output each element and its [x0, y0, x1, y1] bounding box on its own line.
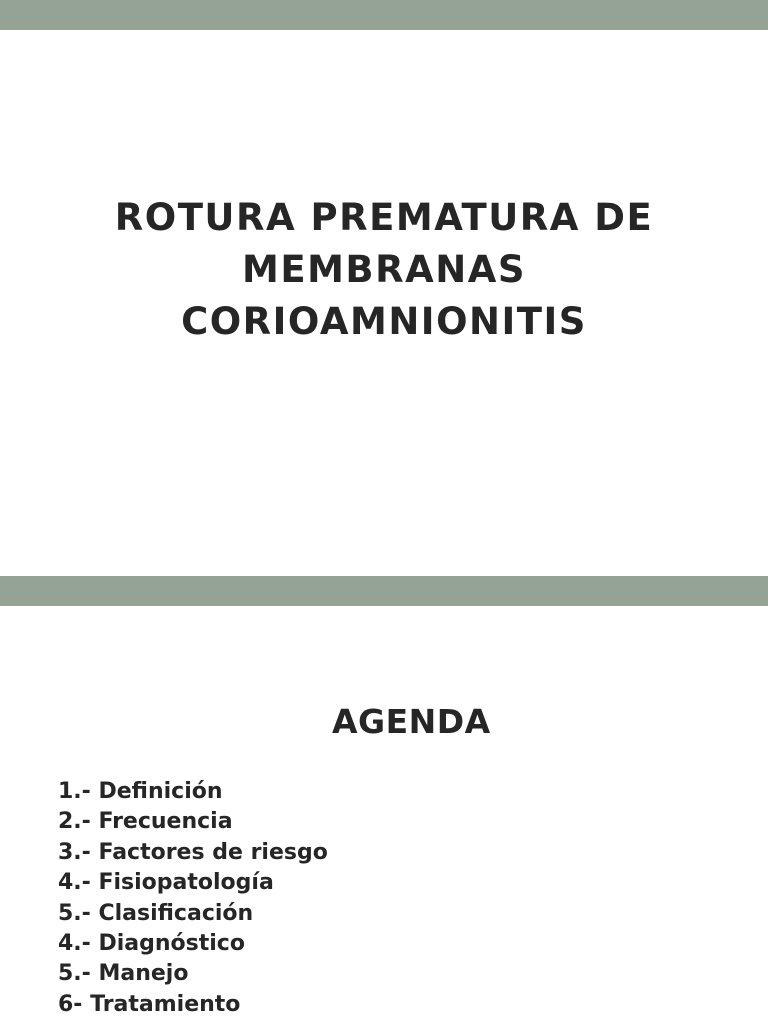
agenda-list	[58, 777, 328, 1020]
agenda-heading: AGENDA	[332, 702, 491, 741]
agenda-item: 4.- Fisiopatología	[58, 870, 274, 896]
agenda-item: 1.- Definición	[58, 779, 223, 804]
slide-divider-band	[0, 576, 768, 606]
agenda-item: 4.- Diagnóstico	[58, 931, 245, 957]
agenda-item: 2.- Frecuencia	[58, 809, 233, 835]
agenda-item: 5.- Clasificación	[58, 900, 254, 926]
agenda-item: 5.- Manejo	[58, 961, 189, 987]
top-accent-band	[0, 0, 768, 30]
agenda-item: 6- Tratamiento	[58, 991, 241, 1017]
title-line: ROTURA PREMATURA DE	[114, 196, 654, 239]
title-line: CORIOAMNIONITIS	[181, 300, 587, 343]
agenda-item: 3.- Factores de riesgo	[58, 839, 328, 865]
slide-title	[0, 192, 768, 348]
title-line: MEMBRANAS	[242, 248, 526, 291]
